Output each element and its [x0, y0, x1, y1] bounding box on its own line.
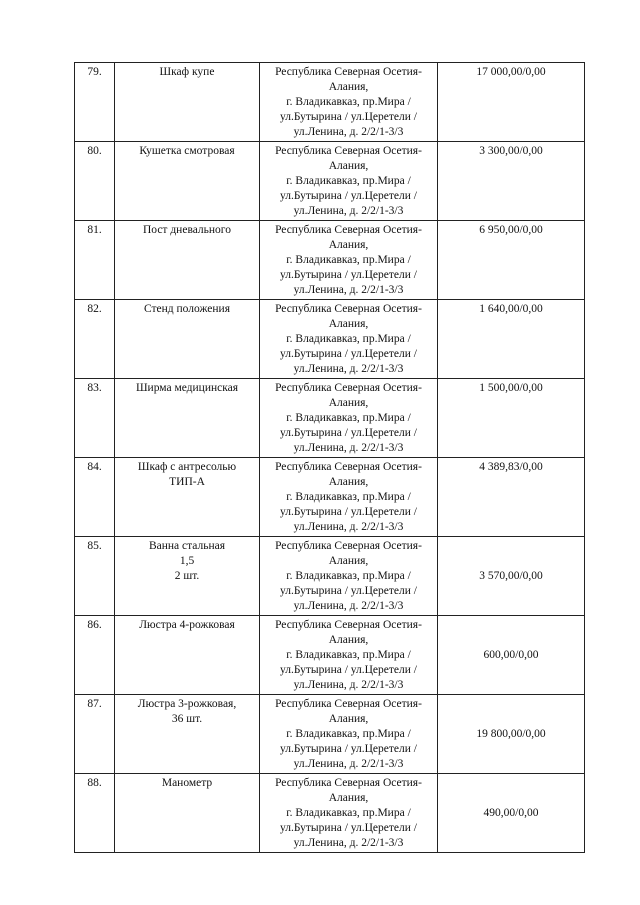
address-line: Республика Северная Осетия- — [275, 777, 422, 789]
address-line: ул.Ленина, д. 2/2/1-3/3 — [293, 758, 404, 770]
property-table — [74, 62, 585, 853]
row-number: 79. — [75, 63, 115, 142]
address-line: Республика Северная Осетия- — [275, 619, 422, 631]
address-line: Республика Северная Осетия- — [275, 224, 422, 236]
value-cell: 17 000,00/0,00 — [438, 63, 585, 142]
address-line: ул.Бутырина / ул.Церетели / — [279, 111, 417, 123]
address-line: ул.Ленина, д. 2/2/1-3/3 — [293, 521, 404, 533]
value-cell: 600,00/0,00 — [438, 616, 585, 695]
address-line: ул.Бутырина / ул.Церетели / — [279, 585, 417, 597]
value-cell: 19 800,00/0,00 — [438, 695, 585, 774]
address-cell — [260, 695, 438, 774]
value-cell: 4 389,83/0,00 — [438, 458, 585, 537]
address-line: Алания, — [328, 555, 369, 567]
address-cell — [260, 774, 438, 853]
address-line: г. Владикавказ, пр.Мира / — [286, 175, 411, 187]
table-row — [75, 142, 585, 221]
value-cell: 3 570,00/0,00 — [438, 537, 585, 616]
item-name-line: Стенд положения — [144, 303, 230, 315]
address-line: Республика Северная Осетия- — [275, 66, 422, 78]
address-line: ул.Ленина, д. 2/2/1-3/3 — [293, 679, 404, 691]
table-row — [75, 616, 585, 695]
row-number: 84. — [75, 458, 115, 537]
property-table-body — [75, 63, 585, 853]
row-number: 87. — [75, 695, 115, 774]
address-cell — [260, 221, 438, 300]
address-cell — [260, 142, 438, 221]
address-line: Алания, — [328, 397, 369, 409]
address-line: г. Владикавказ, пр.Мира / — [286, 412, 411, 424]
value-cell: 6 950,00/0,00 — [438, 221, 585, 300]
item-name-line: Манометр — [161, 777, 213, 789]
item-name-cell — [115, 616, 260, 695]
address-cell — [260, 63, 438, 142]
item-name-cell — [115, 379, 260, 458]
table-row — [75, 695, 585, 774]
item-name-cell — [115, 63, 260, 142]
table-row — [75, 221, 585, 300]
address-line: ул.Бутырина / ул.Церетели / — [279, 427, 417, 439]
address-cell — [260, 616, 438, 695]
address-line: ул.Ленина, д. 2/2/1-3/3 — [293, 442, 404, 454]
item-name-cell — [115, 537, 260, 616]
address-line: Республика Северная Осетия- — [275, 698, 422, 710]
item-name-line: Ширма медицинская — [135, 382, 239, 394]
address-line: ул.Ленина, д. 2/2/1-3/3 — [293, 363, 404, 375]
row-number: 83. — [75, 379, 115, 458]
table-row — [75, 774, 585, 853]
item-name-line: 36 шт. — [171, 713, 203, 725]
address-line: г. Владикавказ, пр.Мира / — [286, 807, 411, 819]
address-cell — [260, 300, 438, 379]
address-line: г. Владикавказ, пр.Мира / — [286, 333, 411, 345]
item-name-line: ТИП-А — [169, 476, 205, 488]
address-line: г. Владикавказ, пр.Мира / — [286, 254, 411, 266]
address-line: Республика Северная Осетия- — [275, 145, 422, 157]
address-line: Алания, — [328, 634, 369, 646]
address-line: г. Владикавказ, пр.Мира / — [286, 649, 411, 661]
address-line: Республика Северная Осетия- — [275, 461, 422, 473]
address-cell — [260, 537, 438, 616]
address-line: ул.Ленина, д. 2/2/1-3/3 — [293, 837, 404, 849]
address-cell — [260, 458, 438, 537]
row-number: 86. — [75, 616, 115, 695]
item-name-line: Ванна стальная — [148, 540, 226, 552]
table-row — [75, 458, 585, 537]
address-line: ул.Ленина, д. 2/2/1-3/3 — [293, 126, 404, 138]
item-name-line: Шкаф купе — [159, 66, 215, 78]
address-line: г. Владикавказ, пр.Мира / — [286, 570, 411, 582]
address-cell — [260, 379, 438, 458]
address-line: ул.Бутырина / ул.Церетели / — [279, 190, 417, 202]
item-name-line: Люстра 4-рожковая — [139, 619, 235, 631]
value-cell: 1 640,00/0,00 — [438, 300, 585, 379]
row-number: 85. — [75, 537, 115, 616]
address-line: ул.Бутырина / ул.Церетели / — [279, 269, 417, 281]
item-name-cell — [115, 221, 260, 300]
item-name-line: Пост дневального — [142, 224, 231, 236]
item-name-line: 2 шт. — [174, 570, 200, 582]
address-line: Алания, — [328, 713, 369, 725]
item-name-line: Кушетка смотровая — [139, 145, 235, 157]
row-number: 80. — [75, 142, 115, 221]
item-name-line: Люстра 3-рожковая, — [137, 698, 237, 710]
address-line: ул.Ленина, д. 2/2/1-3/3 — [293, 284, 404, 296]
value-cell: 1 500,00/0,00 — [438, 379, 585, 458]
address-line: Алания, — [328, 318, 369, 330]
address-line: ул.Бутырина / ул.Церетели / — [279, 506, 417, 518]
address-line: ул.Бутырина / ул.Церетели / — [279, 664, 417, 676]
item-name-cell — [115, 142, 260, 221]
item-name-line: Шкаф с антресолью — [137, 461, 237, 473]
address-line: ул.Бутырина / ул.Церетели / — [279, 822, 417, 834]
item-name-line: 1,5 — [179, 555, 195, 567]
address-line: Алания, — [328, 239, 369, 251]
address-line: Республика Северная Осетия- — [275, 540, 422, 552]
table-row — [75, 63, 585, 142]
address-line: Алания, — [328, 792, 369, 804]
item-name-cell — [115, 300, 260, 379]
address-line: Алания, — [328, 81, 369, 93]
table-row — [75, 300, 585, 379]
address-line: Алания, — [328, 476, 369, 488]
address-line: Республика Северная Осетия- — [275, 303, 422, 315]
address-line: Алания, — [328, 160, 369, 172]
item-name-cell — [115, 774, 260, 853]
value-cell: 3 300,00/0,00 — [438, 142, 585, 221]
item-name-cell — [115, 695, 260, 774]
row-number: 88. — [75, 774, 115, 853]
address-line: ул.Бутырина / ул.Церетели / — [279, 348, 417, 360]
row-number: 81. — [75, 221, 115, 300]
address-line: ул.Ленина, д. 2/2/1-3/3 — [293, 205, 404, 217]
value-cell: 490,00/0,00 — [438, 774, 585, 853]
item-name-cell — [115, 458, 260, 537]
address-line: Республика Северная Осетия- — [275, 382, 422, 394]
row-number: 82. — [75, 300, 115, 379]
table-row — [75, 537, 585, 616]
address-line: ул.Бутырина / ул.Церетели / — [279, 743, 417, 755]
table-row — [75, 379, 585, 458]
address-line: г. Владикавказ, пр.Мира / — [286, 491, 411, 503]
address-line: г. Владикавказ, пр.Мира / — [286, 728, 411, 740]
address-line: ул.Ленина, д. 2/2/1-3/3 — [293, 600, 404, 612]
address-line: г. Владикавказ, пр.Мира / — [286, 96, 411, 108]
